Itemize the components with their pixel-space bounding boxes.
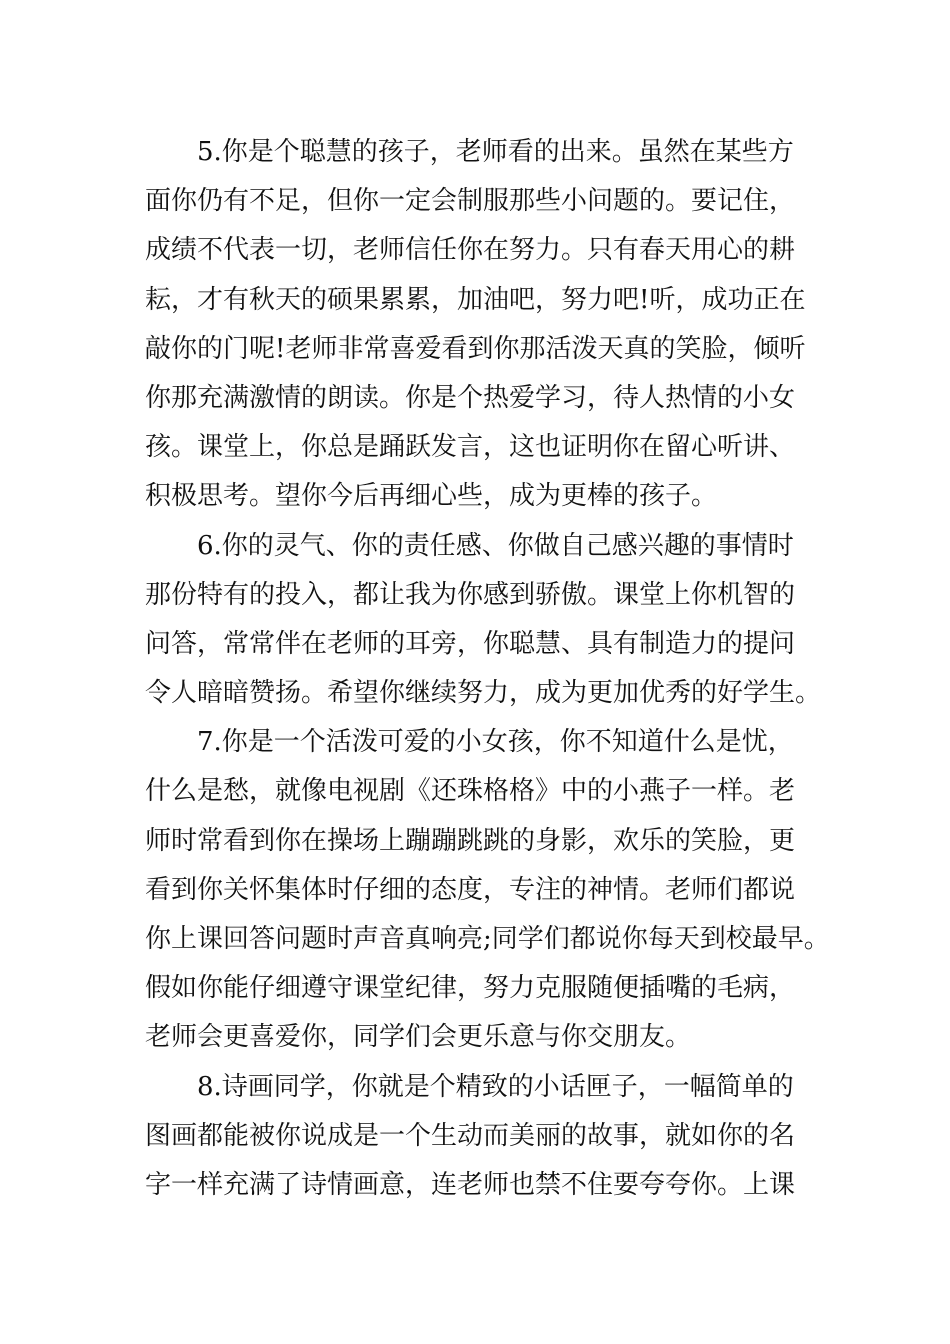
paragraph-5-line-2: 面你仍有不足，但你一定会制服那些小问题的。要记住， (145, 186, 796, 217)
paragraph-7-line-6: 假如你能仔细遵守课堂纪律，努力克服随便插嘴的毛病， (145, 973, 796, 1004)
paragraph-6-line-1: 6.你的灵气、你的责任感、你做自己感兴趣的事情时 (197, 530, 794, 561)
paragraph-8-line-3: 字一样充满了诗情画意，连老师也禁不住要夸夸你。上课 (145, 1169, 796, 1200)
paragraph-7-line-7: 老师会更喜爱你，同学们会更乐意与你交朋友。 (145, 1022, 692, 1053)
paragraph-5-line-4: 耘，才有秋天的硕果累累，加油吧，努力吧!听，成功正在 (145, 284, 806, 315)
paragraph-6-line-3: 问答，常常伴在老师的耳旁，你聪慧、具有制造力的提问 (145, 628, 796, 659)
paragraph-5-line-1: 5.你是个聪慧的孩子，老师看的出来。虽然在某些方 (197, 137, 794, 167)
paragraph-7-line-5: 你上课回答问题时声音真响亮;同学们都说你每天到校最早。 (145, 924, 830, 954)
document-body (145, 128, 830, 1210)
paragraph-5-line-7: 孩。课堂上，你总是踊跃发言，这也证明你在留心听讲、 (145, 432, 796, 463)
paragraph-5-line-6: 你那充满激情的朗读。你是个热爱学习，待人热情的小女 (145, 382, 796, 413)
paragraph-7-line-2: 什么是愁，就像电视剧《还珠格格》中的小燕子一样。老 (145, 776, 796, 807)
paragraph-5-line-5: 敲你的门呢!老师非常喜爱看到你那活泼天真的笑脸，倾听 (145, 333, 806, 364)
paragraph-6-line-2: 那份特有的投入，都让我为你感到骄傲。课堂上你机智的 (145, 579, 796, 610)
paragraph-7-line-4: 看到你关怀集体时仔细的态度，专注的神情。老师们都说 (145, 874, 796, 905)
paragraph-7-line-3: 师时常看到你在操场上蹦蹦跳跳的身影，欢乐的笑脸，更 (145, 825, 796, 856)
paragraph-8-line-1: 8.诗画同学，你就是个精致的小话匣子，一幅简单的 (197, 1071, 794, 1102)
paragraph-5-line-8: 积极思考。望你今后再细心些，成为更棒的孩子。 (145, 481, 718, 512)
paragraph-8-line-2: 图画都能被你说成是一个生动而美丽的故事，就如你的名 (145, 1120, 796, 1151)
paragraph-7-line-1: 7.你是一个活泼可爱的小女孩，你不知道什么是忧， (197, 727, 794, 758)
paragraph-5-line-3: 成绩不代表一切，老师信任你在努力。只有春天用心的耕 (145, 235, 796, 266)
paragraph-6-line-4: 令人暗暗赞扬。希望你继续努力，成为更加优秀的好学生。 (145, 678, 822, 709)
